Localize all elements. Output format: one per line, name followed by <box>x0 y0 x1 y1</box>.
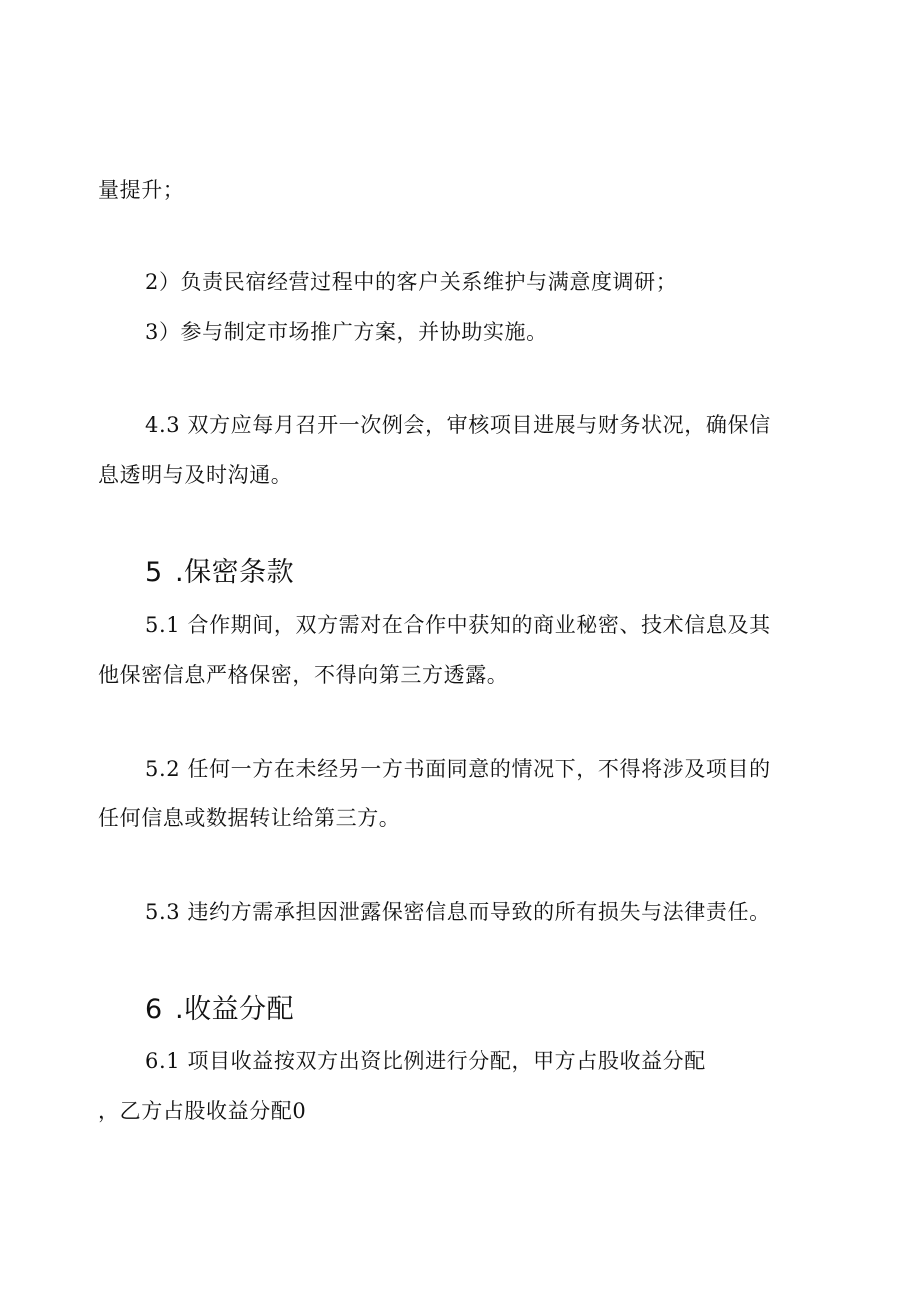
section-heading-6 <box>145 993 294 1027</box>
clause-5-1-line-2: 他保密信息严格保密，不得向第三方透露。 <box>98 663 509 687</box>
section-number: 5 <box>145 557 163 588</box>
section-title: .收益分配 <box>175 994 295 1025</box>
section-heading-5 <box>145 556 294 590</box>
list-item-2: 2）负责民宿经营过程中的客户关系维护与满意度调研； <box>145 270 678 294</box>
section-number: 6 <box>145 994 163 1025</box>
clause-5-3-line-1: 5.3 违约方需承担因泄露保密信息而导致的所有损失与法律责任。 <box>145 900 771 924</box>
list-item-3: 3）参与制定市场推广方案，并协助实施。 <box>145 320 548 344</box>
clause-6-1-line-2: ，乙方占股收益分配0 <box>98 1099 307 1123</box>
section-title: .保密条款 <box>175 557 295 588</box>
clause-4-3-line-2: 息透明与及时沟通。 <box>98 463 293 487</box>
clause-4-3-line-1: 4.3 双方应每月召开一次例会，审核项目进展与财务状况，确保信 <box>145 413 771 437</box>
paragraph-line: 量提升； <box>98 178 185 202</box>
clause-5-1-line-1: 5.1 合作期间，双方需对在合作中获知的商业秘密、技术信息及其 <box>145 613 771 637</box>
clause-5-2-line-1: 5.2 任何一方在未经另一方书面同意的情况下，不得将涉及项目的 <box>145 757 771 781</box>
clause-6-1-line-1: 6.1 项目收益按双方出资比例进行分配，甲方占股收益分配 <box>145 1049 706 1073</box>
clause-5-2-line-2: 任何信息或数据转让给第三方。 <box>98 806 401 830</box>
